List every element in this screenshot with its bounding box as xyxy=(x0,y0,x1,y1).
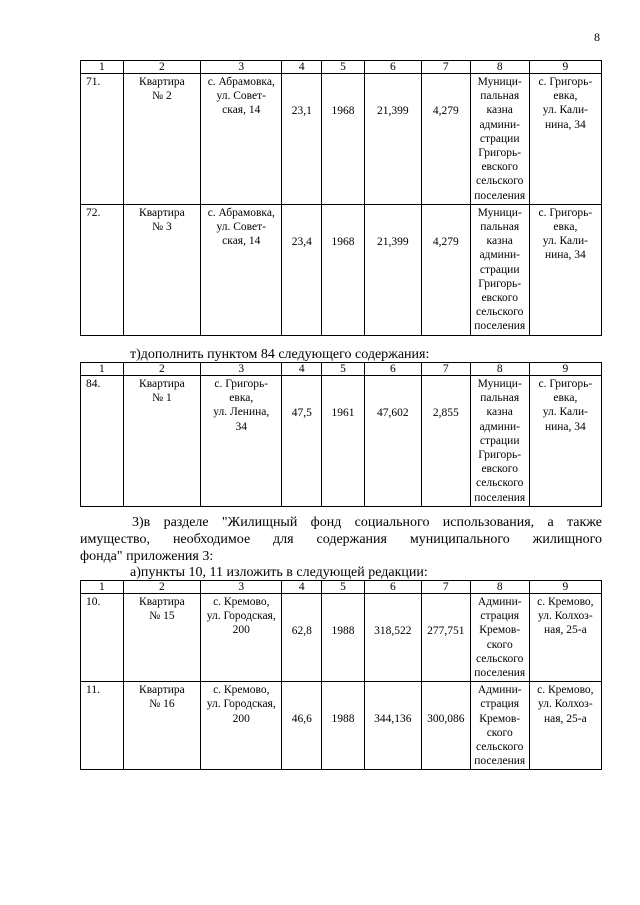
column-header: 4 xyxy=(282,61,322,74)
column-header: 5 xyxy=(322,581,365,594)
property-table-2 xyxy=(80,362,602,507)
object-address: с. Кремово, ул. Городская, 200 xyxy=(206,596,276,637)
object-area: 62,8 xyxy=(282,594,322,682)
object-name: Квартира № 16 xyxy=(139,684,185,711)
column-header: 8 xyxy=(470,363,529,376)
row-number: 11. xyxy=(81,682,124,770)
balance-value: 47,602 xyxy=(364,376,421,507)
column-header: 9 xyxy=(529,581,601,594)
column-header: 3 xyxy=(201,61,282,74)
column-header: 7 xyxy=(421,61,470,74)
object-year: 1988 xyxy=(322,682,365,770)
holder-address: с. Кремово, ул. Колхоз- ная, 25-а xyxy=(537,596,594,637)
property-table-3 xyxy=(80,580,602,770)
column-header: 2 xyxy=(123,61,200,74)
property-table-1 xyxy=(80,60,602,336)
rights-holder: Муници- пальная казна админи- страции Григорь- евского сельского поселения xyxy=(474,76,526,202)
object-year: 1988 xyxy=(322,594,365,682)
column-header: 6 xyxy=(364,363,421,376)
object-name: Квартира № 1 xyxy=(139,378,185,405)
object-name: Квартира № 15 xyxy=(139,596,185,623)
paragraph-3-line-2: имущество, необходимое для содержания муниципального жилищного xyxy=(80,532,602,547)
column-header: 7 xyxy=(421,581,470,594)
paragraph-t: т)дополнить пунктом 84 следующего содержания: xyxy=(130,347,430,362)
object-year: 1968 xyxy=(322,74,365,205)
row-number: 10. xyxy=(81,594,124,682)
object-year: 1968 xyxy=(322,204,365,335)
table-header-row xyxy=(81,363,602,376)
table-header-row xyxy=(81,581,602,594)
object-year: 1961 xyxy=(322,376,365,507)
object-area: 47,5 xyxy=(282,376,322,507)
table-row xyxy=(81,682,602,770)
table-row xyxy=(81,74,602,205)
table-row xyxy=(81,594,602,682)
object-address: с. Абрамовка, ул. Совет- ская, 14 xyxy=(207,206,275,248)
paragraph-3-line-1: 3)в разделе "Жилищный фонд социального использования, а также xyxy=(132,515,602,530)
column-header: 3 xyxy=(201,363,282,376)
residual-value: 4,279 xyxy=(421,74,470,205)
column-header: 1 xyxy=(81,61,124,74)
column-header: 6 xyxy=(364,581,421,594)
paragraph-3 xyxy=(80,514,602,565)
column-header: 2 xyxy=(123,581,200,594)
object-address: с. Кремово, ул. Городская, 200 xyxy=(206,684,276,725)
column-header: 8 xyxy=(470,61,529,74)
column-header: 1 xyxy=(81,363,124,376)
rights-holder: Админи- страция Кремов- ского сельского поселения xyxy=(474,684,526,768)
rights-holder: Админи- страция Кремов- ского сельского поселения xyxy=(474,596,526,680)
object-area: 23,4 xyxy=(282,204,322,335)
object-name: Квартира № 3 xyxy=(139,206,185,234)
paragraph-3-line-3: фонда" приложения 3: xyxy=(80,549,214,564)
table-row xyxy=(81,376,602,507)
holder-address: с. Григорь- евка, ул. Кали- нина, 34 xyxy=(538,206,593,262)
holder-address: с. Григорь- евка, ул. Кали- нина, 34 xyxy=(538,76,593,131)
column-header: 4 xyxy=(282,363,322,376)
residual-value: 300,086 xyxy=(421,682,470,770)
column-header: 2 xyxy=(123,363,200,376)
residual-value: 2,855 xyxy=(421,376,470,507)
object-address: с. Григорь- евка, ул. Ленина, 34 xyxy=(213,378,270,433)
object-address: с. Абрамовка, ул. Совет- ская, 14 xyxy=(207,76,275,117)
column-header: 4 xyxy=(282,581,322,594)
column-header: 5 xyxy=(322,363,365,376)
row-number: 72. xyxy=(81,204,124,335)
residual-value: 4,279 xyxy=(421,204,470,335)
column-header: 9 xyxy=(529,363,601,376)
residual-value: 277,751 xyxy=(421,594,470,682)
column-header: 8 xyxy=(470,581,529,594)
column-header: 3 xyxy=(201,581,282,594)
rights-holder: Муници- пальная казна админи- страции Григорь- евского сельского поселения xyxy=(474,206,526,333)
column-header: 5 xyxy=(322,61,365,74)
row-number: 71. xyxy=(81,74,124,205)
balance-value: 21,399 xyxy=(364,204,421,335)
balance-value: 21,399 xyxy=(364,74,421,205)
object-area: 46,6 xyxy=(282,682,322,770)
column-header: 9 xyxy=(529,61,601,74)
page-number: 8 xyxy=(594,30,600,44)
balance-value: 344,136 xyxy=(364,682,421,770)
row-number: 84. xyxy=(81,376,124,507)
paragraph-a: а)пункты 10, 11 изложить в следующей редакции: xyxy=(130,565,428,580)
rights-holder: Муници- пальная казна админи- страции Григорь- евского сельского поселения xyxy=(474,378,526,504)
column-header: 1 xyxy=(81,581,124,594)
table-header-row xyxy=(81,61,602,74)
balance-value: 318,522 xyxy=(364,594,421,682)
object-name: Квартира № 2 xyxy=(139,76,185,103)
holder-address: с. Кремово, ул. Колхоз- ная, 25-а xyxy=(537,684,594,725)
table-row xyxy=(81,204,602,335)
object-area: 23,1 xyxy=(282,74,322,205)
holder-address: с. Григорь- евка, ул. Кали- нина, 34 xyxy=(538,378,593,433)
column-header: 6 xyxy=(364,61,421,74)
column-header: 7 xyxy=(421,363,470,376)
